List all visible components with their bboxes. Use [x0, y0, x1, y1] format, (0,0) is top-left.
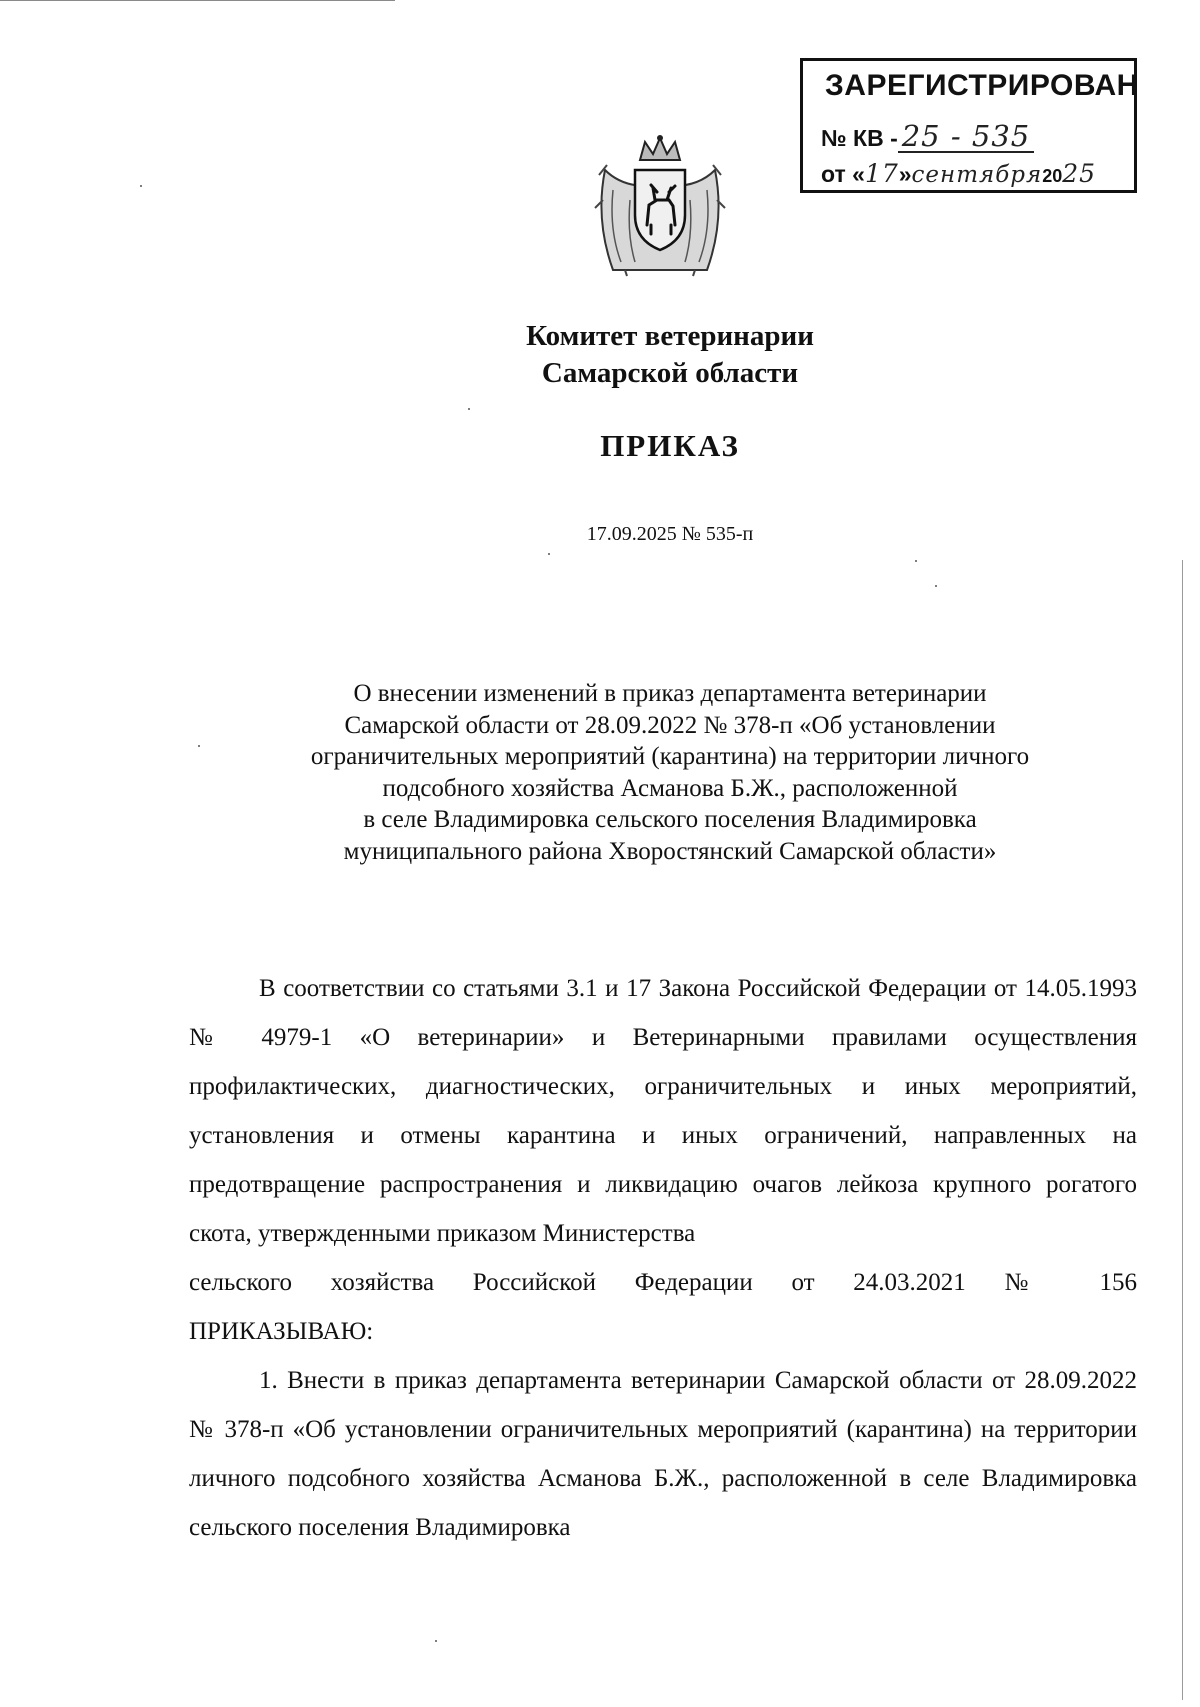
stamp-date-row	[821, 159, 1096, 188]
subject-line: в селе Владимировка сельского поселения Владимировка	[363, 806, 977, 833]
document-date-number: 17.09.2025 № 535-п	[586, 523, 754, 545]
document-type: ПРИКАЗ	[600, 428, 740, 463]
stamp-year-handwritten: 25	[1062, 159, 1097, 188]
scan-speck	[915, 560, 917, 562]
subject-line: ограничительных мероприятий (карантина) на территории личного	[310, 743, 1030, 770]
scan-edge-line	[0, 0, 395, 1]
order-word: ПРИКАЗЫВАЮ:	[189, 1318, 374, 1345]
order-item-1: 1. Внести в приказ департамента ветеринарии Самарской области от 28.09.2022 № 378-п «Об установлении ограничительных мероприятий (карантина) на территории личного подсобного хозяйства Асманова Б.Ж., расположенной в селе Владимировка сельского поселения Владимировка	[189, 1367, 1137, 1541]
document-subject	[0, 678, 1200, 867]
scan-speck	[468, 408, 470, 410]
stamp-day-handwritten: 17	[864, 159, 899, 188]
stamp-month-handwritten: сентября	[911, 162, 1043, 188]
stamp-number-row	[821, 121, 1034, 153]
stamp-number-prefix: № КВ -	[821, 125, 898, 151]
scan-speck	[435, 1640, 437, 1642]
body-paragraph: В соответствии со статьями 3.1 и 17 Закона Российской Федерации от 14.05.1993 № 4979-1 «О ветеринарии» и Ветеринарными правилами осуществления профилактических, диагностических, ограничительных и иных мероприятий, установления и отмены карантина и иных ограничений, направленных на предотвращение распространения и ликвидацию очагов лейкоза крупного рогатого скота, утвержденными приказом Министерства	[189, 975, 1137, 1247]
registration-stamp	[800, 58, 1137, 193]
stamp-number-handwritten: 25 - 535	[898, 121, 1035, 153]
stamp-year-prefix: 20	[1042, 166, 1063, 186]
issuer-line-2: Самарской области	[541, 357, 799, 389]
body-paragraph-last-line: сельского хозяйства Российской Федерации от 24.03.2021 № 156	[189, 1269, 1137, 1296]
subject-line: О внесении изменений в приказ департамента ветеринарии	[353, 680, 987, 707]
subject-line: муниципального района Хворостянский Самарской области»	[343, 837, 997, 865]
document-body	[189, 964, 1137, 1552]
stamp-date-prefix: от «	[821, 161, 865, 187]
stamp-date-mid: »	[898, 161, 912, 187]
stamp-title: ЗАРЕГИСТРИРОВАН	[825, 69, 1139, 102]
subject-line: подсобного хозяйства Асманова Б.Ж., расположенной	[382, 774, 958, 802]
scan-speck	[935, 585, 937, 587]
issuer-line-1: Комитет ветеринарии	[526, 320, 814, 352]
coat-of-arms-icon	[585, 130, 735, 280]
subject-line: Самарской области от 28.09.2022 № 378-п «Об установлении	[344, 711, 996, 739]
issuer-name	[0, 318, 1200, 392]
scan-speck	[548, 553, 550, 555]
scan-speck	[140, 185, 142, 187]
